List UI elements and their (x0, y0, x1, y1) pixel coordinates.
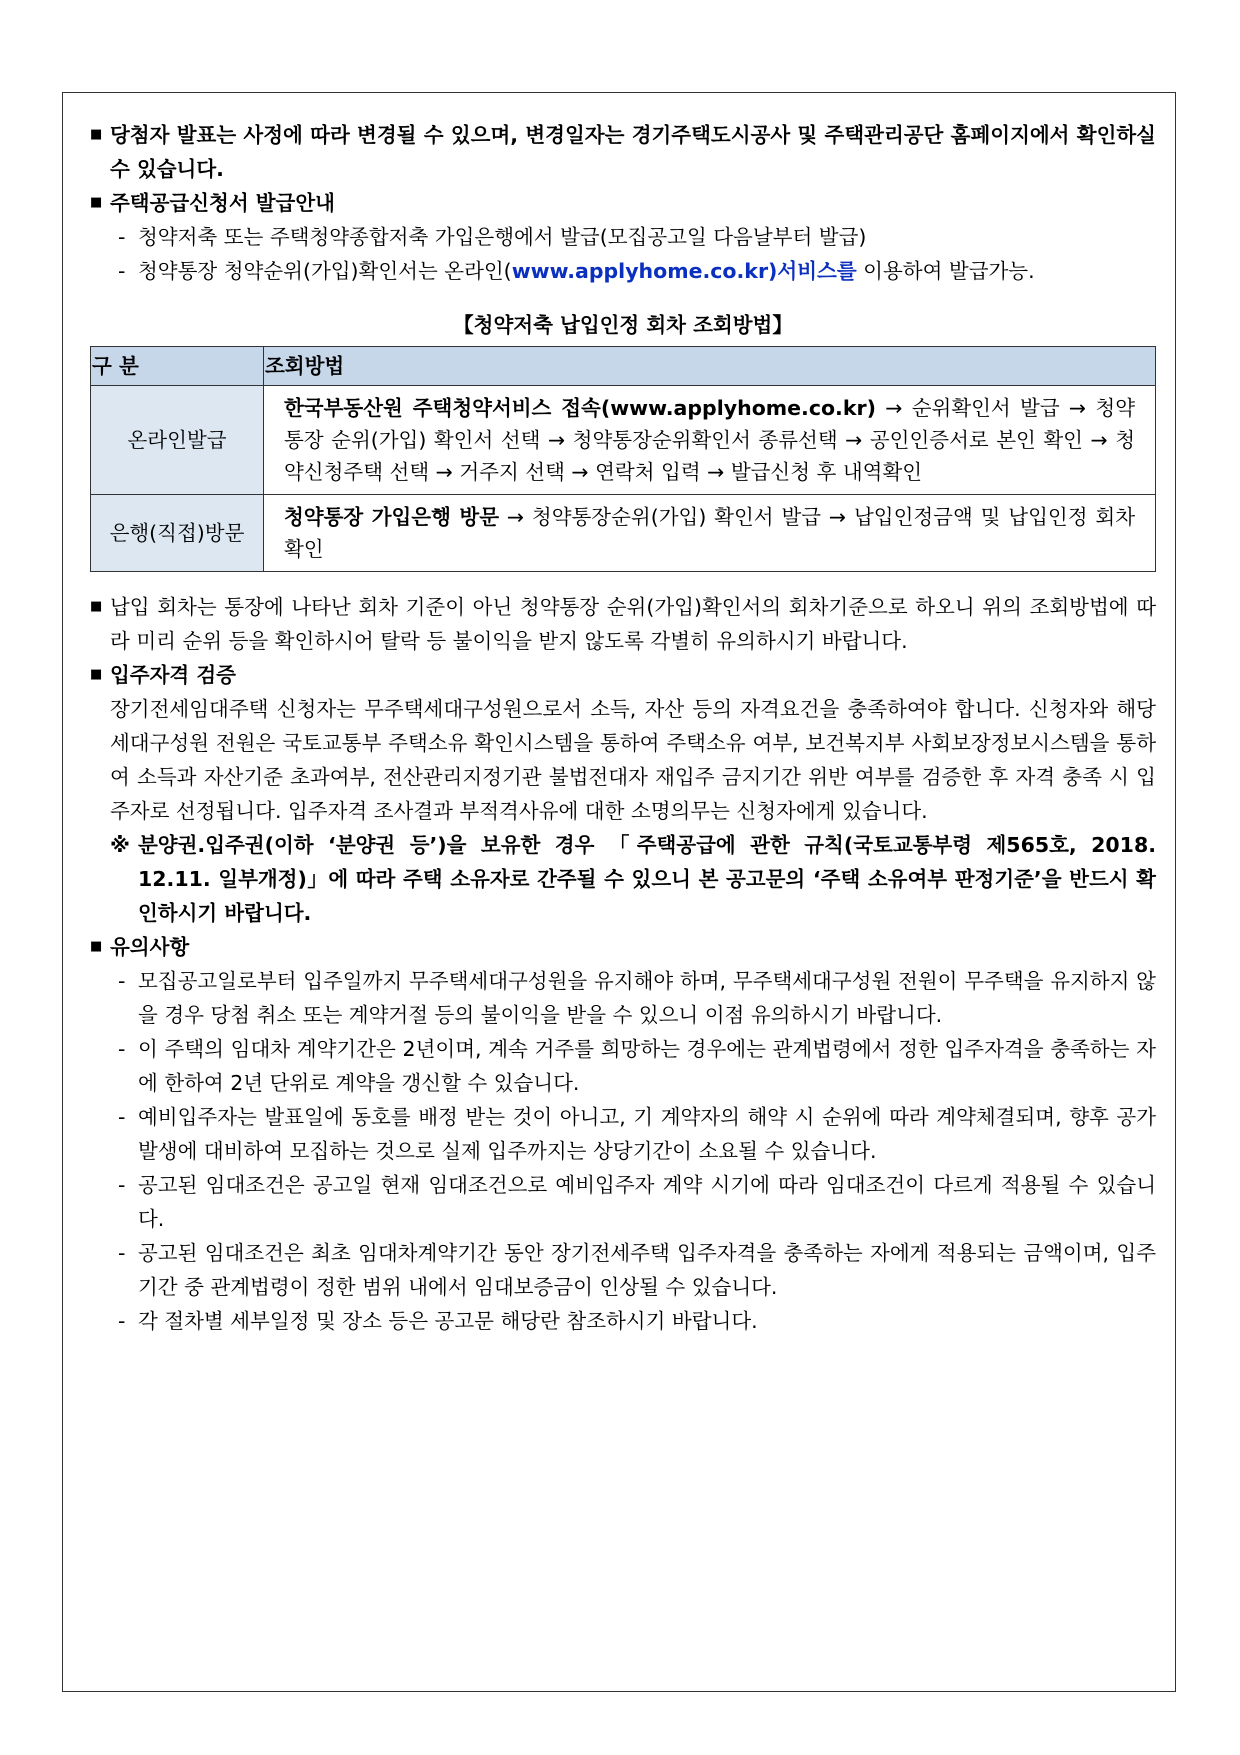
caution-item (90, 1236, 1156, 1304)
payment-notice (90, 590, 1156, 658)
dash-mark: - (118, 1241, 126, 1265)
application-item-2-prefix: 청약통장 청약순위(가입)확인서는 온라인( (138, 259, 512, 283)
application-title-text: 주택공급신청서 발급안내 (110, 191, 335, 215)
table-title: 【청약저축 납입인정 회차 조회방법】 (453, 313, 793, 337)
applyhome-link[interactable]: www.applyhome.co.kr)서비스를 (511, 259, 857, 283)
application-item-2-suffix: 이용하여 발급가능. (856, 259, 1035, 283)
caution-title-text: 유의사항 (110, 935, 190, 959)
application-item-1-text: 청약저축 또는 주택청약종합저축 가입은행에서 발급(모집공고일 다음날부터 발급) (138, 225, 867, 249)
ownership-note-text: 분양권.입주권(이하 ‘분양권 등’)을 보유한 경우 「주택공급에 관한 규칙(국토교통부령 제565호, 2018. 12.11. 일부개정)」에 따라 주택 소유자로 간주될 수 있으니 본 공고문의 ‘주택 소유여부 판정기준’을 반드시 확인하시기 바랍니다. (138, 833, 1156, 925)
application-title (90, 186, 1156, 220)
row-online-text: → 순위확인서 발급 → 청약통장 순위(가입) 확인서 선택 → 청약통장순위확인서 종류선택 → 공인인증서로 본인 확인 → 청약신청주택 선택 → 거주지 선택 → 연락처 입력 → 발급신청 후 내역확인 (284, 396, 1135, 484)
caution-item (90, 1304, 1156, 1338)
caution-item-text: 공고된 임대조건은 공고일 현재 임대조건으로 예비입주자 계약 시기에 따라 임대조건이 다르게 적용될 수 있습니다. (138, 1173, 1156, 1231)
caution-item-text: 공고된 임대조건은 최초 임대차계약기간 동안 장기전세주택 입주자격을 충족하는 자에게 적용되는 금액이며, 입주기간 중 관계법령이 정한 범위 내에서 임대보증금이 인상될 수 있습니다. (138, 1241, 1156, 1299)
caution-item-text: 예비입주자는 발표일에 동호를 배정 받는 것이 아니고, 기 계약자의 해약 시 순위에 따라 계약체결되며, 향후 공가발생에 대비하여 모집하는 것으로 실제 입주까지는 상당기간이 소요될 수 있습니다. (138, 1105, 1156, 1163)
announcement-notice (90, 118, 1156, 186)
caution-item-text: 이 주택의 임대차 계약기간은 2년이며, 계속 거주를 희망하는 경우에는 관계법령에서 정한 입주자격을 충족하는 자에 한하여 2년 단위로 계약을 갱신할 수 있습니다. (138, 1037, 1156, 1095)
caution-item-text: 각 절차별 세부일정 및 장소 등은 공고문 해당란 참조하시기 바랍니다. (138, 1309, 758, 1333)
bullet-icon: ■ (90, 667, 103, 682)
note-mark: ※ (110, 833, 130, 857)
row-online-bold: 한국부동산원 주택청약서비스 접속(www.applyhome.co.kr) (284, 396, 876, 420)
row-body-online (264, 386, 1156, 495)
caution-item (90, 964, 1156, 1032)
dash-mark: - (118, 259, 126, 283)
dash-mark: - (118, 1037, 126, 1061)
ownership-note (90, 828, 1156, 930)
application-item-2 (90, 254, 1156, 288)
dash-mark: - (118, 1309, 126, 1333)
dash-mark: - (118, 1173, 126, 1197)
qualification-title-text: 입주자격 검증 (110, 663, 236, 687)
qualification-text: 장기전세임대주택 신청자는 무주택세대구성원으로서 소득, 자산 등의 자격요건을 충족하여야 합니다. 신청자와 해당 세대구성원 전원은 국토교통부 주택소유 확인시스템을 통하여 주택소유 여부, 보건복지부 사회보장정보시스템을 통하여 소득과 자산기준 초과여부, 전산관리지정기관 불법전대자 재입주 금지기간 위반 여부를 검증한 후 자격 충족 시 입주자로 선정됩니다. 입주자격 조사결과 부적격사유에 대한 소명의무는 신청자에게 있습니다. (110, 697, 1156, 823)
row-body-bank (264, 495, 1156, 572)
bullet-icon: ■ (90, 127, 103, 142)
row-bank-bold: 청약통장 가입은행 방문 (284, 505, 499, 529)
inquiry-method-table (90, 346, 1156, 572)
bullet-icon: ■ (90, 599, 103, 614)
bullet-icon: ■ (90, 939, 103, 954)
row-bank-text: → 청약통장순위(가입) 확인서 발급 → 납입인정금액 및 납입인정 회차 확인 (284, 505, 1135, 561)
application-item-1 (90, 220, 1156, 254)
bullet-icon: ■ (90, 195, 103, 210)
header-method: 조회방법 (264, 347, 1156, 386)
table-row (91, 495, 1156, 572)
dash-mark: - (118, 1105, 126, 1129)
dash-mark: - (118, 225, 126, 249)
payment-text: 납입 회차는 통장에 나타난 회차 기준이 아닌 청약통장 순위(가입)확인서의 회차기준으로 하오니 위의 조회방법에 따라 미리 순위 등을 확인하시어 탈락 등 불이익을 받지 않도록 각별히 유의하시기 바랍니다. (110, 595, 1156, 653)
caution-item (90, 1168, 1156, 1236)
table-row (91, 386, 1156, 495)
table-header-row (91, 347, 1156, 386)
caution-item-text: 모집공고일로부터 입주일까지 무주택세대구성원을 유지해야 하며, 무주택세대구성원 전원이 무주택을 유지하지 않을 경우 당첨 취소 또는 계약거절 등의 불이익을 받을 수 있으니 이점 유의하시기 바랍니다. (138, 969, 1156, 1027)
row-label-online: 온라인발급 (91, 386, 264, 495)
caution-item (90, 1100, 1156, 1168)
qualification-title (90, 658, 1156, 692)
announcement-text: 당첨자 발표는 사정에 따라 변경될 수 있으며, 변경일자는 경기주택도시공사 및 주택관리공단 홈페이지에서 확인하실 수 있습니다. (110, 123, 1156, 181)
header-category: 구 분 (91, 347, 264, 386)
caution-title (90, 930, 1156, 964)
dash-mark: - (118, 969, 126, 993)
row-label-bank: 은행(직접)방문 (91, 495, 264, 572)
caution-item (90, 1032, 1156, 1100)
document-content (90, 118, 1156, 1338)
